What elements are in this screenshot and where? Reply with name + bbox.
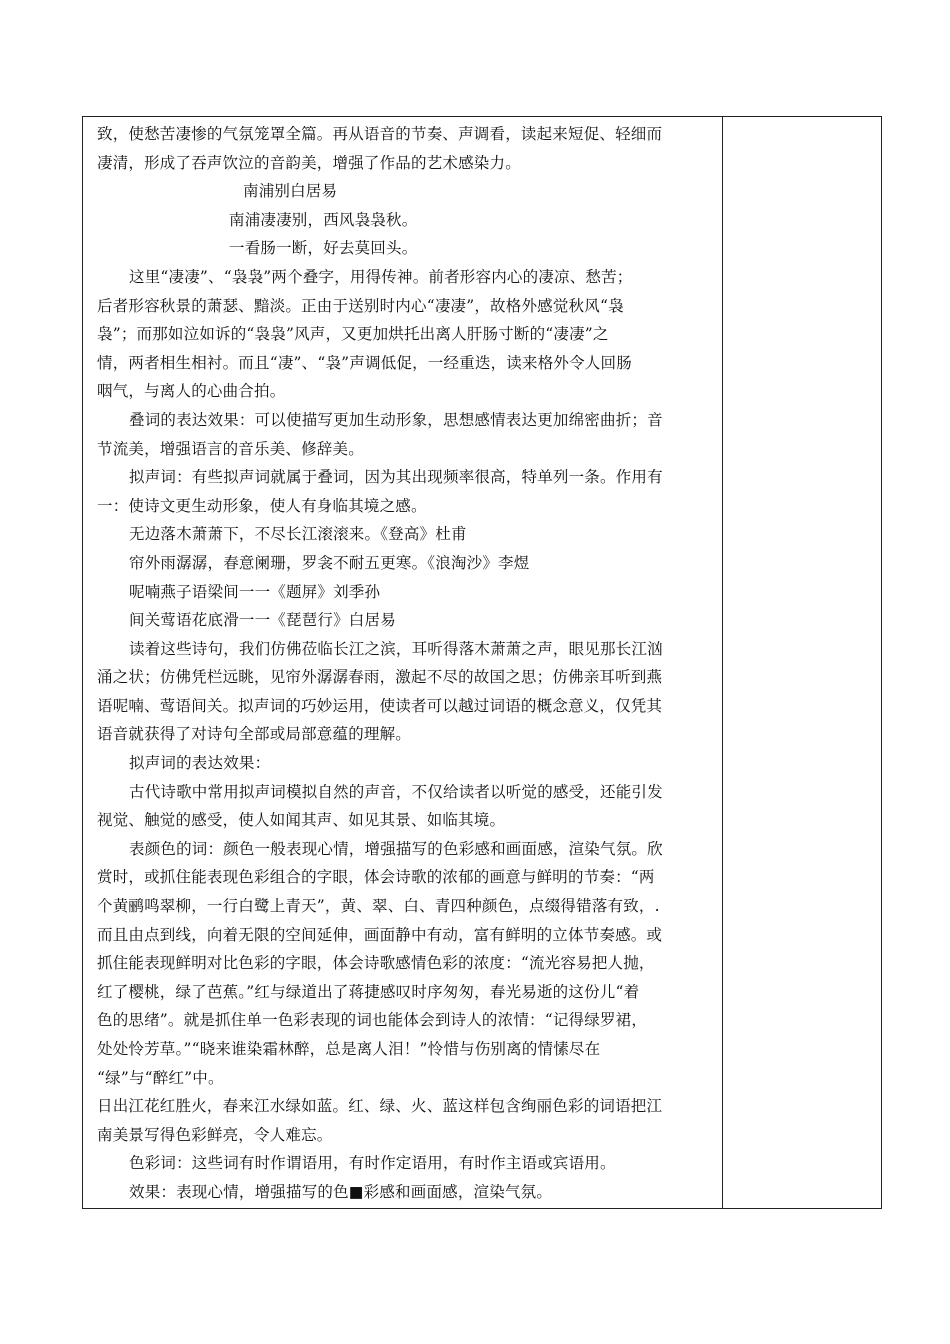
text-line: 红了樱桃，绿了芭蕉。”红与绿道出了蒋捷感叹时序匆匆，春光易逝的这份儿“着 (97, 982, 640, 1001)
text-line: 袅”；而那如泣如诉的“袅袅”风声，又更加烘托出离人肝肠寸断的“凄凄”之 (97, 325, 609, 344)
text-line: 无边落木萧萧下，不尽长江滚滚来。《登高》杜甫 (129, 525, 467, 544)
text-line: 效果：表现心情，增强描写的色■彩感和画面感，渲染气氛。 (129, 1182, 553, 1201)
text-line: 拟声词的表达效果： (129, 754, 271, 773)
text-line: 节流美，增强语言的音乐美、修辞美。 (97, 439, 364, 458)
poem-line: 南浦凄凄别，西风袅袅秋。 (229, 210, 418, 229)
text-line: 南美景写得色彩鲜亮，令人难忘。 (97, 1125, 333, 1144)
text-line: 色的思绪”。就是抓住单一色彩表现的词也能体会到诗人的浓情：“记得绿罗裙， (97, 1011, 648, 1030)
content-cell (83, 117, 723, 1208)
text-line: 日出江花红胜火，春来江水绿如蓝。红、绿、火、蓝这样包含绚丽色彩的词语把江 (97, 1097, 663, 1116)
text-line: 咽气，与离人的心曲合拍。 (97, 382, 286, 401)
text-line: 古代诗歌中常用拟声词模拟自然的声音，不仅给读者以听觉的感受，还能引发 (129, 782, 663, 801)
text-line: 拟声词：有些拟声词就属于叠词，因为其出现频率很高，特单列一条。作用有 (129, 468, 663, 487)
text-line: 色彩词：这些词有时作谓语用，有时作定语用，有时作主语或宾语用。 (129, 1154, 616, 1173)
text-line: 抓住能表现鲜明对比色彩的字眼，体会诗歌感情色彩的浓度：“流光容易把人抛， (97, 954, 655, 973)
text-line: 叠词的表达效果：可以使描写更加生动形象，思想感情表达更加绵密曲折；音 (129, 410, 663, 429)
text-line: 读着这些诗句，我们仿佛莅临长江之滨，耳听得落木萧萧之声，眼见那长江汹 (129, 639, 663, 658)
text-line: 这里“凄凄”、“袅袅”两个叠字，用得传神。前者形容内心的凄凉、愁苦； (129, 267, 633, 286)
text-line: 一：使诗文更生动形象，使人有身临其境之感。 (97, 496, 427, 515)
text-line: 后者形容秋景的萧瑟、黯淡。正由于送别时内心“凄凄”，故格外感觉秋风“袅 (97, 296, 624, 315)
text-line: “绿”与“醉红”中。 (97, 1068, 224, 1087)
poem-line: 一看肠一断，好去莫回头。 (229, 239, 418, 258)
text-line: 致，使愁苦凄惨的气氛笼罩全篇。再从语音的节奏、声调看，读起来短促、轻细而 (97, 125, 663, 143)
text-line: 语音就获得了对诗句全部或局部意蕴的理解。 (97, 725, 412, 744)
text-line: 赏时，或抓住能表现色彩组合的字眼，体会诗歌的浓郁的画意与鲜明的节奏：“两 (97, 868, 655, 887)
text-line: 凄清，形成了吞声饮泣的音韵美，增强了作品的艺术感染力。 (97, 153, 521, 172)
text-line: 个黄鹂鸣翠柳，一行白鹭上青天”，黄、翠、白、青四种颜色，点缀得错落有致，. (97, 897, 660, 916)
text-line: 间关莺语花底滑一一《琵琶行》白居易 (129, 611, 396, 630)
text-line: 情，两者相生相衬。而且“凄”、“袅”声调低促，一经重迭，读来格外令人回肠 (97, 353, 632, 372)
text-line: 视觉、触觉的感受，使人如闻其声、如见其景、如临其境。 (97, 811, 506, 830)
text-line: 帘外雨潺潺，春意阑珊，罗衾不耐五更寒。《浪淘沙》李煜 (129, 553, 530, 572)
text-line: 呢喃燕子语梁间一一《题屏》刘季孙 (129, 582, 381, 601)
text-line: 涌之状；仿佛凭栏远眺，见帘外潺潺春雨，激起不尽的故国之思；仿佛亲耳听到燕 (97, 668, 663, 687)
text-line: 表颜色的词：颜色一般表现心情，增强描写的色彩感和画面感，渲染气氛。欣 (129, 839, 663, 858)
poem-title: 南浦别白居易 (243, 182, 338, 201)
document-table (82, 116, 882, 1209)
text-line: 语呢喃、莺语间关。拟声词的巧妙运用，使读者可以越过词语的概念意义，仅凭其 (97, 696, 663, 715)
text-line: 而且由点到线，向着无限的空间延伸，画面静中有动，富有鲜明的立体节奏感。或 (97, 925, 663, 944)
notes-cell (723, 117, 881, 1208)
text-line: 处处怜芳草。”“晓来谁染霜林醉，总是离人泪！”怜惜与伤别离的情愫尽在 (97, 1040, 601, 1058)
